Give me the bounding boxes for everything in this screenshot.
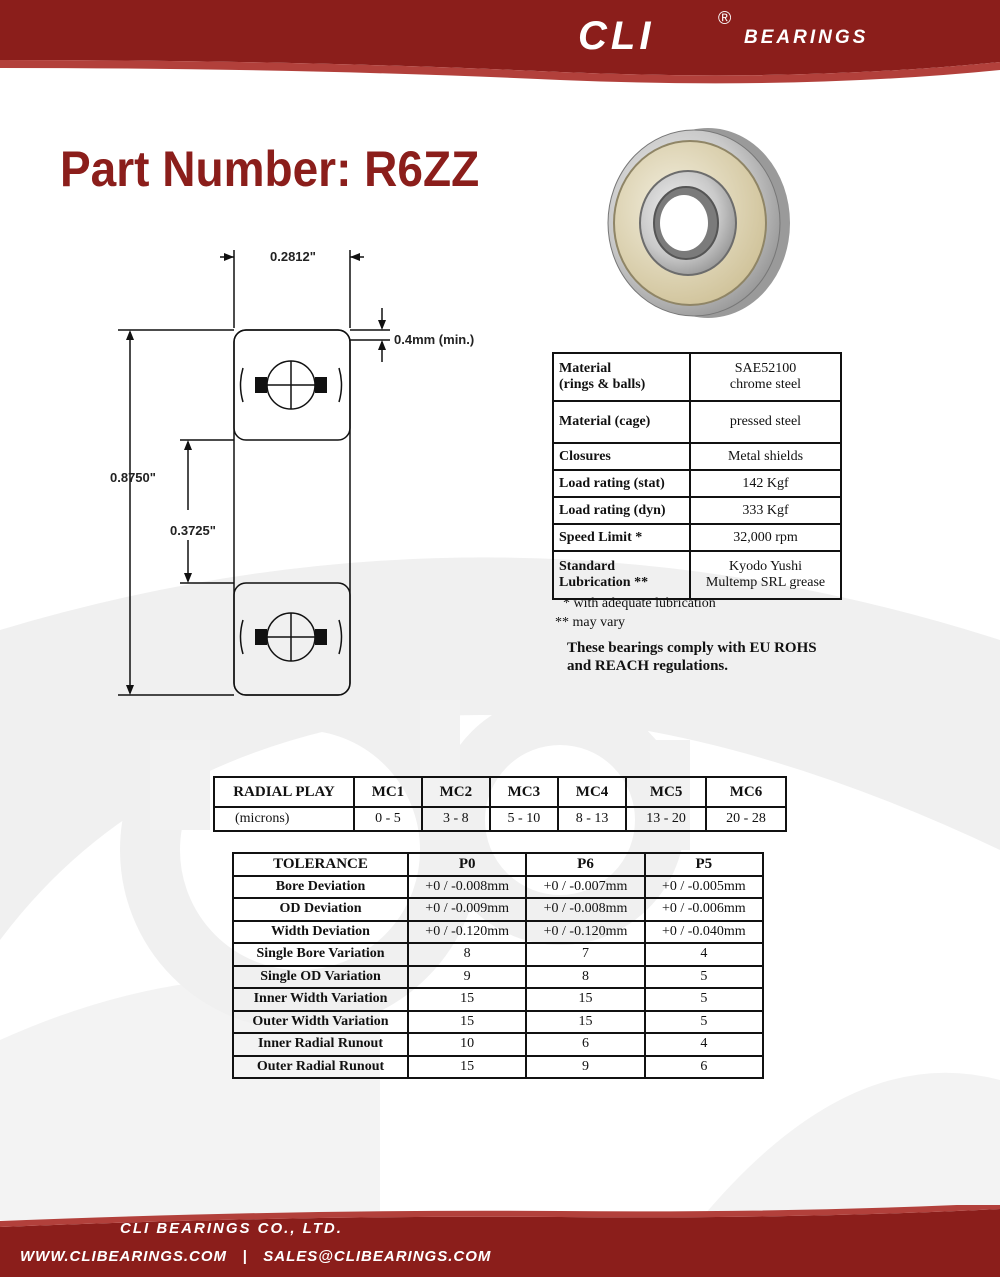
tolerance-row [233,876,763,899]
spec-value: 333 Kgf [690,497,841,524]
radial-play-cell: 0 - 5 [354,807,422,831]
tolerance-label: Width Deviation [233,921,408,944]
tolerance-cell: 7 [526,943,644,966]
tolerance-cell: 8 [526,966,644,989]
radial-play-cell: 13 - 20 [626,807,706,831]
spec-key: Material (rings & balls) [553,353,690,401]
vary-note: ** may vary [555,615,625,630]
spec-row [553,470,841,497]
radial-play-cell: 8 - 13 [558,807,626,831]
bearing-cross-section-drawing [100,240,520,710]
tolerance-row [233,966,763,989]
tolerance-cell: 15 [526,988,644,1011]
tolerance-row [233,921,763,944]
tolerance-row [233,988,763,1011]
spec-value: SAE52100 chrome steel [690,353,841,401]
radial-play-cell: 3 - 8 [422,807,490,831]
tolerance-row [233,1056,763,1079]
tolerance-label: Inner Radial Runout [233,1033,408,1056]
chamfer-dimension-label: 0.4mm (min.) [394,332,475,347]
spec-row [553,443,841,470]
tolerance-cell: 6 [526,1033,644,1056]
spec-row [553,401,841,443]
spec-value: pressed steel [690,401,841,443]
width-dimension-label: 0.2812" [270,249,316,264]
tolerance-label: Single Bore Variation [233,943,408,966]
tolerance-cell: +0 / -0.007mm [526,876,644,899]
spec-value: Kyodo Yushi Multemp SRL grease [690,551,841,599]
tolerance-cell: +0 / -0.120mm [526,921,644,944]
radial-play-header-cell: MC5 [626,777,706,807]
radial-play-header-cell: MC3 [490,777,558,807]
radial-play-header-cell: MC4 [558,777,626,807]
tolerance-cell: +0 / -0.008mm [526,898,644,921]
radial-play-table [213,776,787,832]
tolerance-header-cell: P5 [645,853,763,876]
footer-banner [0,1205,1000,1277]
tolerance-cell: +0 / -0.008mm [408,876,526,899]
spec-key: Material (cage) [553,401,690,443]
tolerance-table [232,852,764,1079]
tolerance-cell: 15 [408,988,526,1011]
tolerance-cell: 4 [645,943,763,966]
footer-company-name: CLI BEARINGS CO., LTD. [120,1220,343,1237]
rohs-compliance-note: These bearings comply with EU ROHS and REACH regulations. [567,640,817,674]
lubrication-note: * with adequate lubrication [563,596,716,611]
tolerance-cell: +0 / -0.120mm [408,921,526,944]
tolerance-header-cell: P0 [408,853,526,876]
spec-key: Load rating (stat) [553,470,690,497]
spec-key: Closures [553,443,690,470]
spec-value: 142 Kgf [690,470,841,497]
tolerance-cell: 10 [408,1033,526,1056]
tolerance-cell: 8 [408,943,526,966]
logo-cli: CLI [578,14,655,58]
radial-play-cell: (microns) [214,807,354,831]
tolerance-header-cell: P6 [526,853,644,876]
tolerance-label: OD Deviation [233,898,408,921]
radial-play-row [214,807,786,831]
tolerance-cell: +0 / -0.040mm [645,921,763,944]
tolerance-cell: +0 / -0.005mm [645,876,763,899]
radial-play-header-cell: RADIAL PLAY [214,777,354,807]
tolerance-label: Inner Width Variation [233,988,408,1011]
tolerance-cell: +0 / -0.006mm [645,898,763,921]
spec-key: Speed Limit * [553,524,690,551]
tolerance-label: Single OD Variation [233,966,408,989]
radial-play-header-row [214,777,786,807]
tolerance-row [233,1011,763,1034]
tolerance-cell: 15 [526,1011,644,1034]
tolerance-cell: 4 [645,1033,763,1056]
radial-play-header-cell: MC6 [706,777,786,807]
tolerance-row [233,898,763,921]
tolerance-label: Outer Width Variation [233,1011,408,1034]
logo-bearings: BEARINGS [744,27,869,48]
specification-table [552,352,842,600]
spec-value: 32,000 rpm [690,524,841,551]
tolerance-header-row [233,853,763,876]
outer-diameter-label: 0.8750" [110,470,156,485]
tolerance-row [233,1033,763,1056]
footer-contact-links[interactable]: WWW.CLIBEARINGS.COM | SALES@CLIBEARINGS.COM [20,1248,492,1265]
spec-value: Metal shields [690,443,841,470]
radial-play-cell: 20 - 28 [706,807,786,831]
tolerance-cell: 5 [645,966,763,989]
tolerance-row [233,943,763,966]
tolerance-cell: 9 [408,966,526,989]
tolerance-header-cell: TOLERANCE [233,853,408,876]
tolerance-cell: 6 [645,1056,763,1079]
radial-play-header-cell: MC1 [354,777,422,807]
spec-key: Load rating (dyn) [553,497,690,524]
spec-row [553,551,841,599]
tolerance-cell: +0 / -0.009mm [408,898,526,921]
logo-registered-mark: ® [718,8,732,28]
page-title: Part Number: R6ZZ [60,141,480,197]
bore-dimension-label: 0.3725" [170,523,216,538]
tolerance-cell: 9 [526,1056,644,1079]
bearing-photo [598,126,794,320]
tolerance-cell: 15 [408,1056,526,1079]
tolerance-cell: 5 [645,988,763,1011]
radial-play-header-cell: MC2 [422,777,490,807]
tolerance-label: Outer Radial Runout [233,1056,408,1079]
spec-key: Standard Lubrication ** [553,551,690,599]
spec-row [553,524,841,551]
radial-play-cell: 5 - 10 [490,807,558,831]
spec-row [553,353,841,401]
spec-row [553,497,841,524]
tolerance-cell: 5 [645,1011,763,1034]
tolerance-label: Bore Deviation [233,876,408,899]
tolerance-cell: 15 [408,1011,526,1034]
